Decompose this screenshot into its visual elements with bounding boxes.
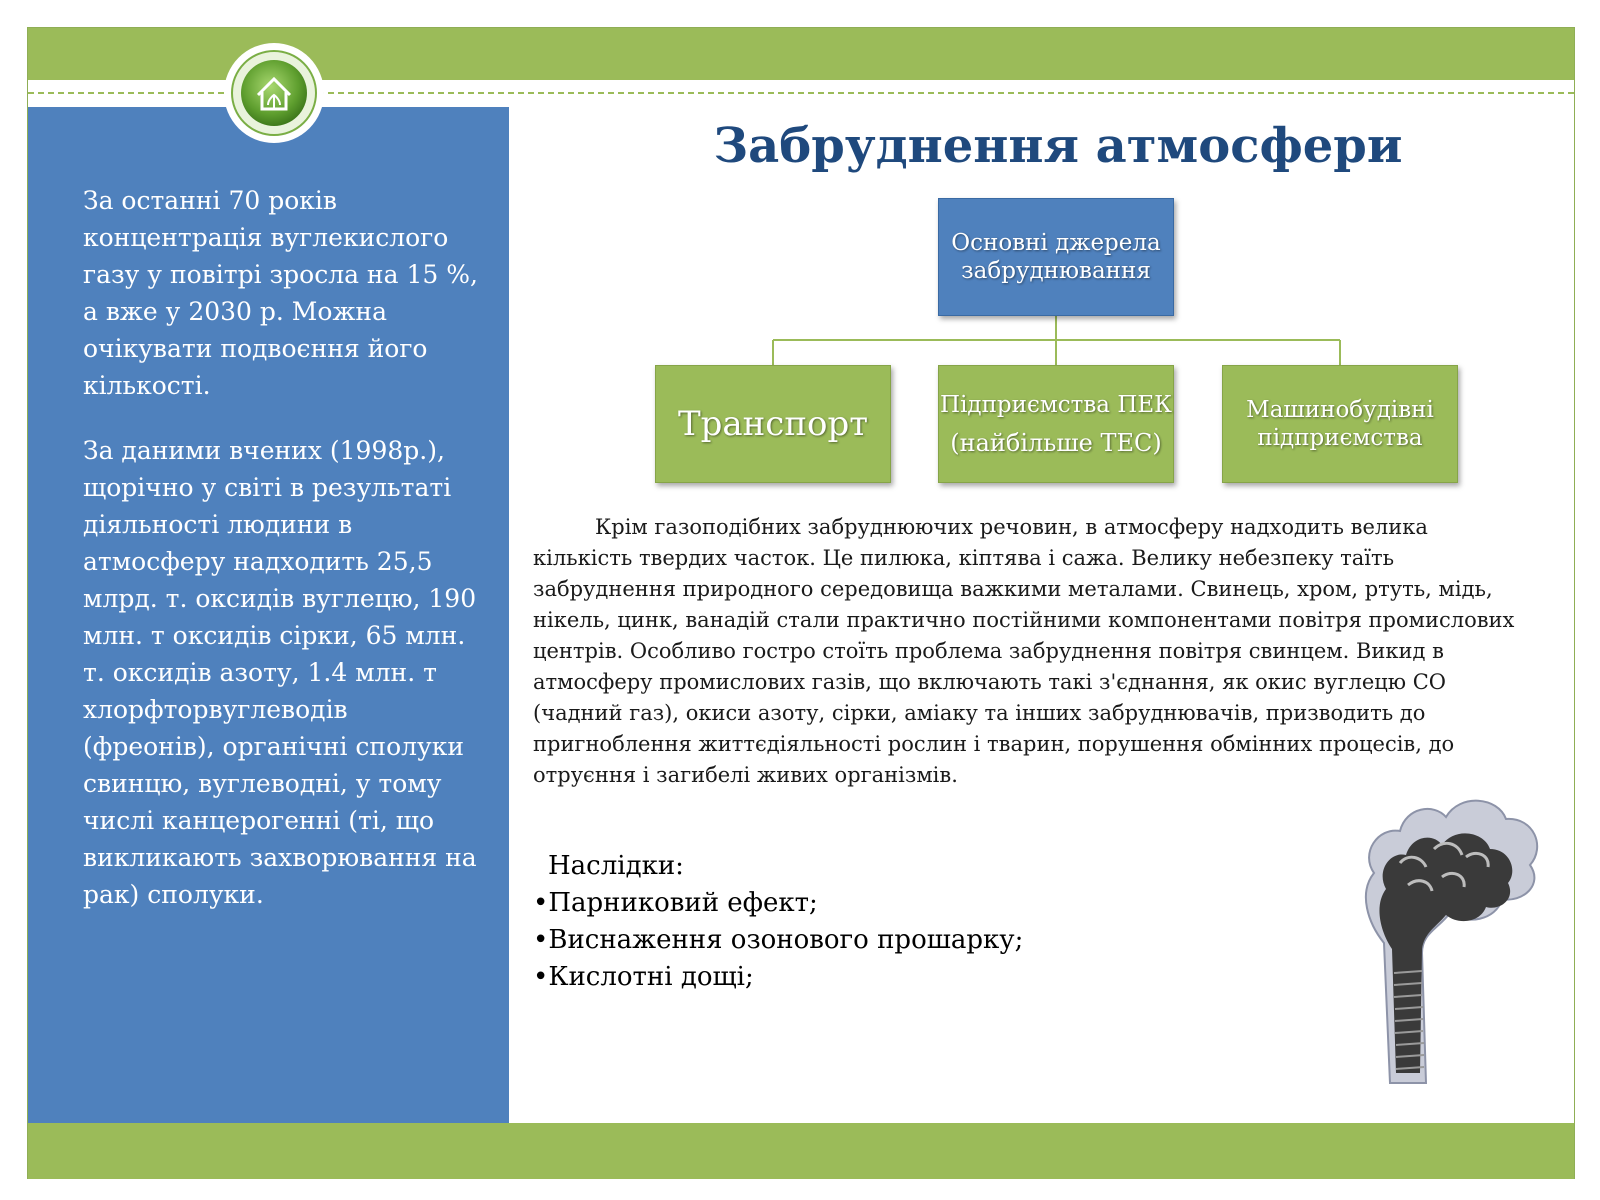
logo-badge <box>224 43 324 143</box>
house-recycle-icon <box>230 49 318 137</box>
consequence-item: • Парниковий ефект; <box>533 885 1233 922</box>
left-info-panel <box>28 107 509 1123</box>
bottom-band <box>28 1123 1574 1179</box>
diagram-pek-sublabel: (найбільше ТЕС) <box>950 429 1162 457</box>
left-panel-text <box>83 182 483 941</box>
slide-title: Забруднення атмосфери <box>713 118 1403 174</box>
diagram-transport-label: Транспорт <box>677 404 869 444</box>
consequences-block <box>533 848 1233 996</box>
left-paragraph-1: За останні 70 років концентрація вуглекислого газу у повітрі зросла на 15 %, а вже у 2030 р. Можна очікувати подвоєння його кількості. <box>83 186 478 400</box>
consequences-list <box>533 885 1233 996</box>
diagram-transport-box <box>655 365 891 483</box>
diagram-pek-box <box>938 365 1174 483</box>
diagram-machinery-box <box>1222 365 1458 483</box>
consequence-item: • Виснаження озонового прошарку; <box>533 922 1233 959</box>
diagram-pek-label: Підприємства ПЕК <box>940 392 1172 418</box>
diagram-root-label: Основні джерела забруднювання <box>951 230 1161 284</box>
left-paragraph-2: За даними вчених (1998р.), щорічно у світі в результаті діяльності людини в атмосферу надходить 25,5 млрд. т. оксидів вуглецю, 190 млн. т оксидів сірки, 65 млн. т. оксидів азоту, 1.4 млн. т хлорфторвуглеводів (фреонів), органічні сполуки свинцю, вуглеводні, у тому числі канцерогенні (ті, що викликають захворювання на рак) сполуки. <box>83 436 477 909</box>
diagram-root-box <box>938 198 1174 316</box>
smokestack-icon <box>1338 753 1548 1098</box>
diagram-machinery-label: Машинобудівні підприємства <box>1246 397 1434 451</box>
slide <box>27 27 1575 1179</box>
body-paragraph: Крім газоподібних забруднюючих речовин, в атмосферу надходить велика кількість твердих часток. Це пилюка, кіптява і сажа. Велику небезпеку таїть забруднення природного середовища важкими металами. Свинець, хром, ртуть, мідь, нікель, цинк, ванадій стали практично постійними компонентами повітря промислових центрів. Особливо гостро стоїть проблема забруднення повітря свинцем. Викид в атмосферу промислових газів, що включають такі з'єднання, як окис вуглецю СО (чадний газ), окиси азоту, сірки, аміаку та інших забруднювачів, призводить до пригноблення життєдіяльності рослин і тварин, порушення обмінних процесів, до отруєння і загибелі живих організмів. <box>533 515 1515 787</box>
consequence-item: • Кислотні дощі; <box>533 959 1233 996</box>
consequences-heading: Наслідки: <box>548 851 684 881</box>
